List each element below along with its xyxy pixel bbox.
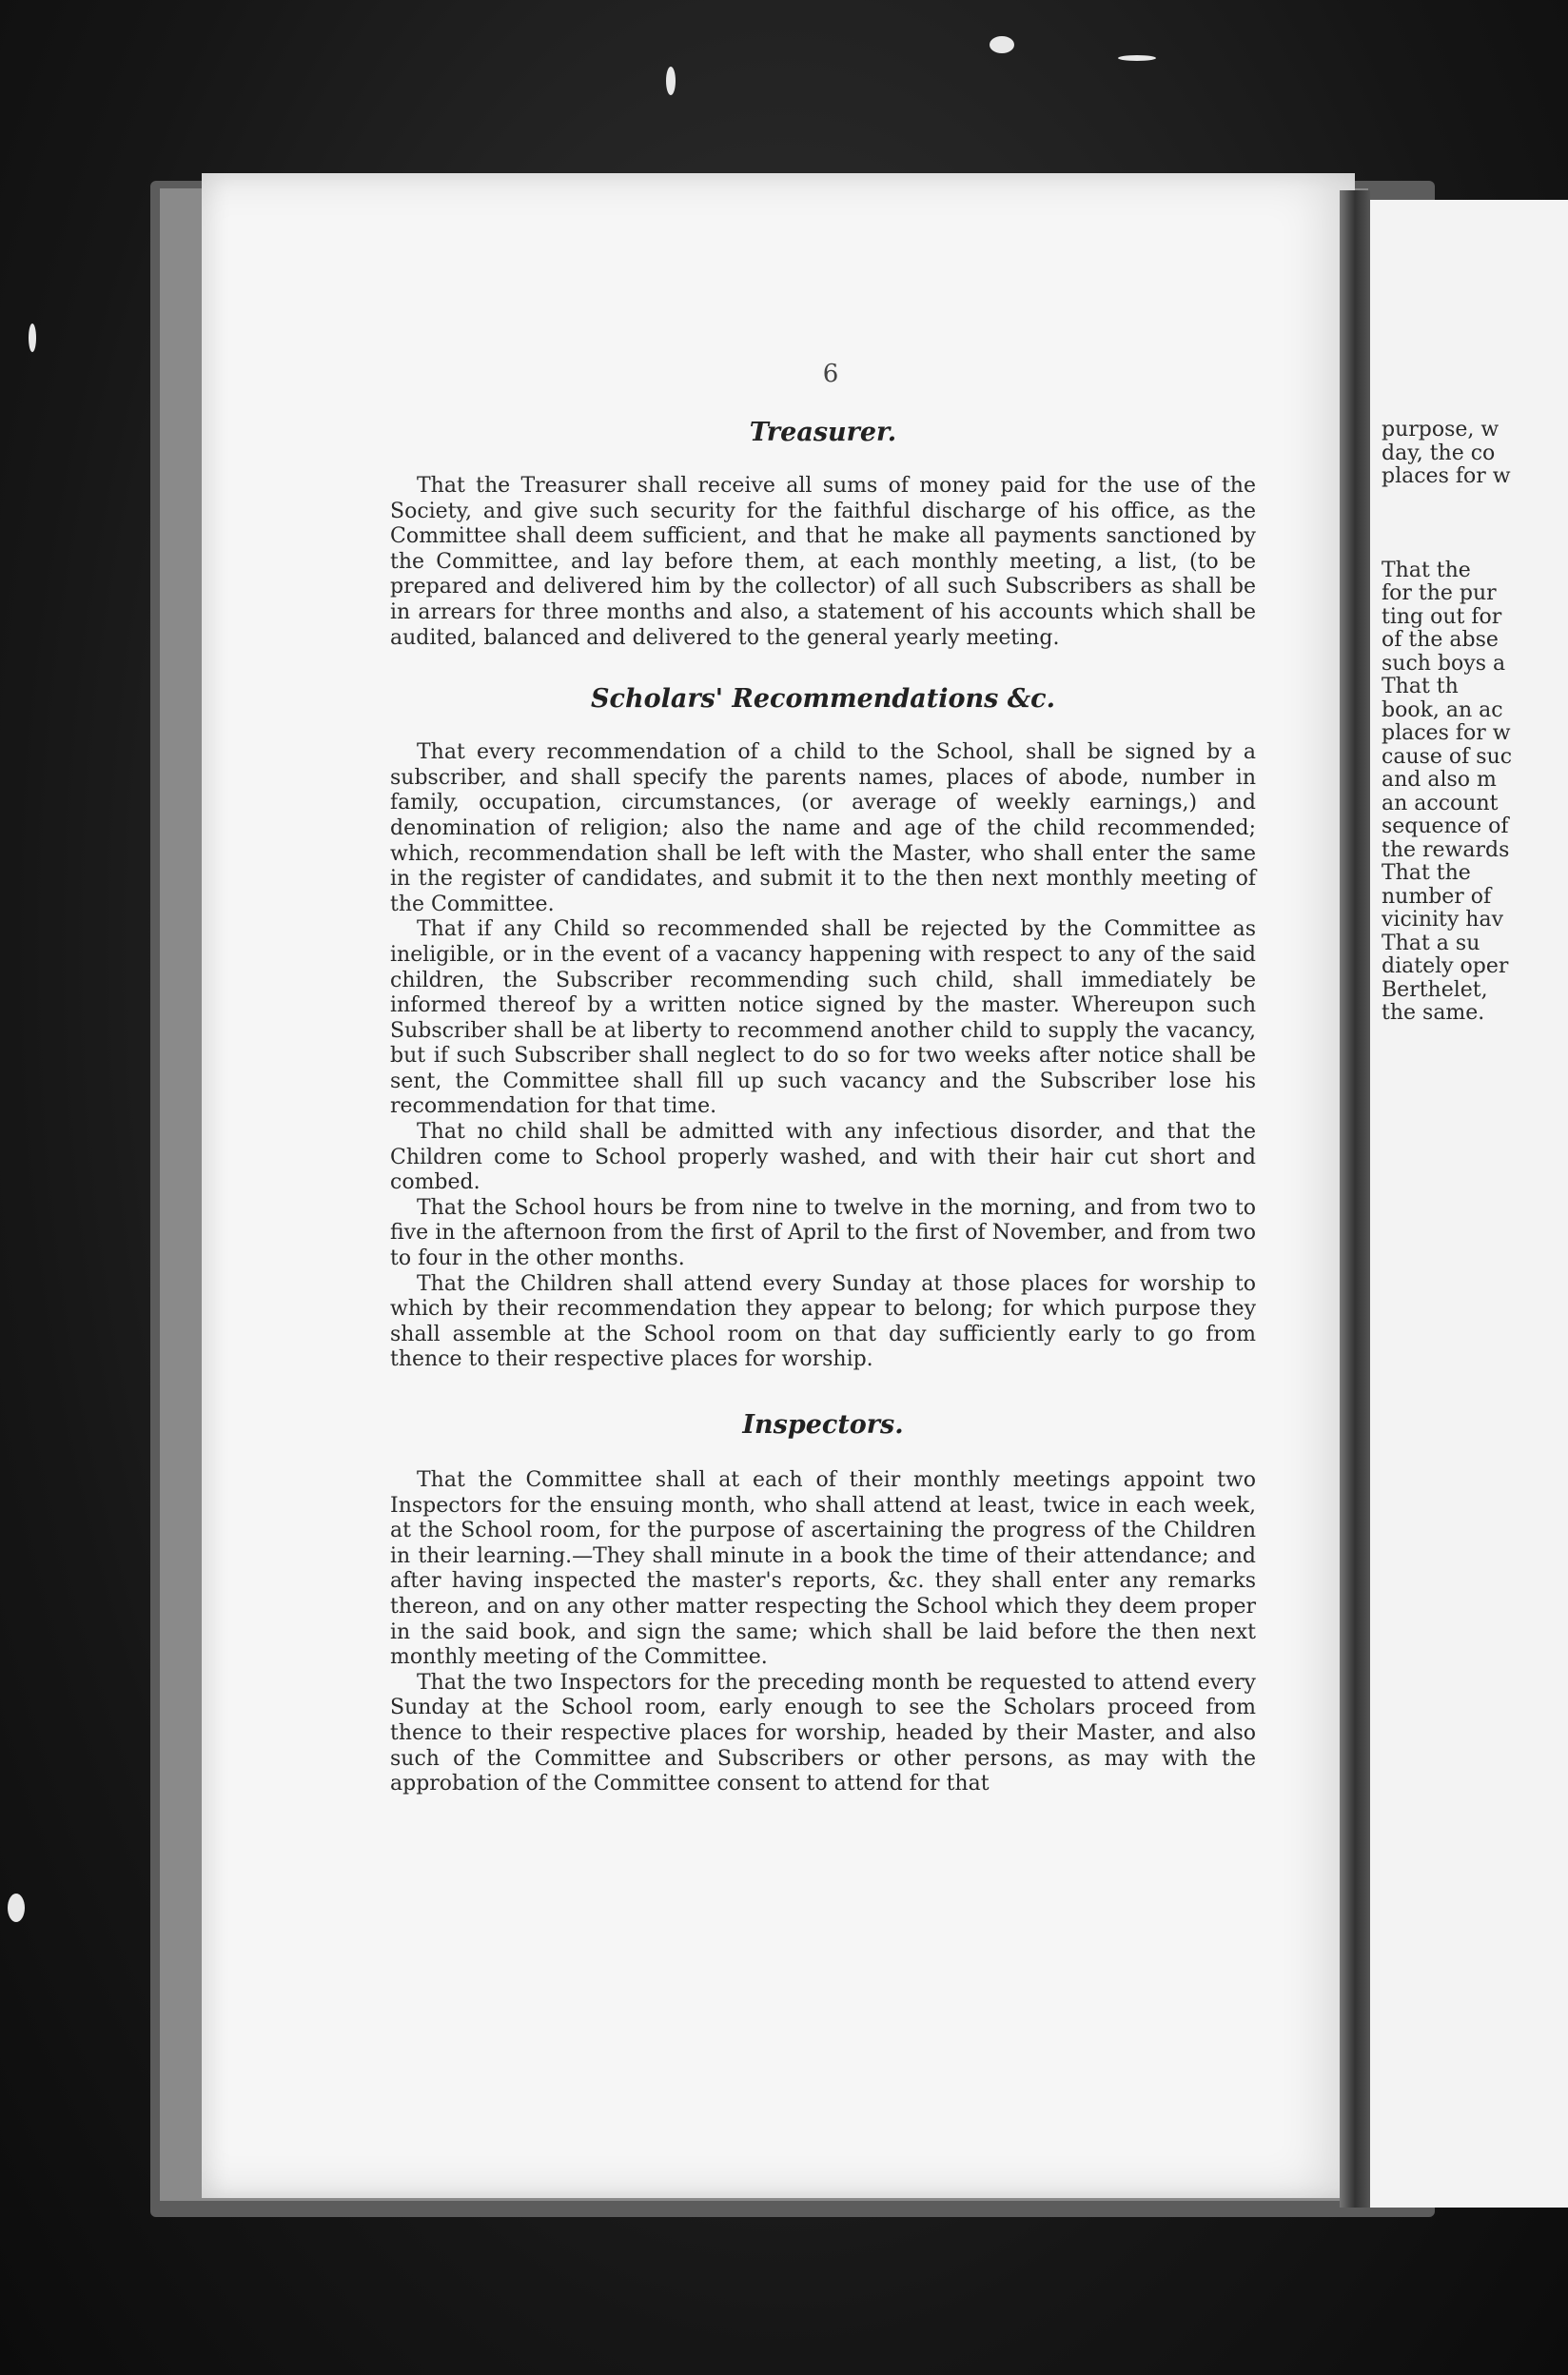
- paragraph: That the Children shall attend every Sunday at those places for worship to which by their recommendation they appear to belong; for which purpose they shall assemble at the School room on that day sufficiently early to go from thence to their respective places for worship.: [390, 1271, 1256, 1372]
- facing-line: of the abse: [1382, 628, 1499, 652]
- facing-line: Berthelet,: [1382, 977, 1488, 1002]
- section-heading-treasurer: Treasurer.: [749, 418, 897, 447]
- facing-line: That the: [1382, 861, 1471, 885]
- facing-line: book, an ac: [1382, 697, 1503, 722]
- facing-line: an account: [1382, 791, 1499, 815]
- paragraph: That no child shall be admitted with any infectious disorder, and that the Children come to School properly washed, and with their hair cut short and combed.: [390, 1120, 1256, 1195]
- paragraph: That the two Inspectors for the preceding month be requested to attend every Sunday at the School room, early enough to see the Scholars proceed from thence to their respective places for worship, headed by their Master, and also such of the Committee and Subscribers or other persons, as may with the approbation of the Committee consent to attend for that: [390, 1670, 1256, 1796]
- facing-line: number of: [1382, 884, 1492, 909]
- scan-speck: [666, 67, 676, 95]
- facing-line: cause of suc: [1382, 744, 1513, 769]
- scan-speck: [1118, 55, 1156, 61]
- facing-line: for the pur: [1382, 581, 1497, 605]
- facing-line: the rewards: [1382, 837, 1510, 862]
- book-gutter: [1340, 190, 1370, 2208]
- facing-line: and also m: [1382, 768, 1497, 792]
- facing-line: That a su: [1382, 931, 1480, 955]
- facing-line: purpose, w: [1382, 418, 1499, 442]
- facing-page: [1370, 200, 1568, 2208]
- facing-line: vicinity hav: [1382, 908, 1504, 932]
- paragraph: That the School hours be from nine to twelve in the morning, and from two to five in the afternoon from the first of April to the first of November, and from two to four in the other months.: [390, 1195, 1256, 1271]
- facing-line: diately oper: [1382, 954, 1509, 978]
- facing-line: sequence of: [1382, 815, 1509, 838]
- facing-line: places for w: [1382, 721, 1511, 745]
- facing-line: That the: [1382, 558, 1471, 582]
- facing-line: such boys a: [1382, 651, 1506, 676]
- facing-gap: [1382, 489, 1568, 559]
- page-text: [390, 419, 1256, 1797]
- page-number: 6: [822, 360, 839, 388]
- facing-line: That th: [1382, 675, 1459, 698]
- scan-speck: [29, 324, 36, 352]
- facing-line: the same.: [1382, 1001, 1485, 1025]
- scan-speck: [990, 36, 1014, 53]
- paragraph: That the Committee shall at each of their monthly meetings appoint two Inspectors for the ensuing month, who shall attend at least, twice in each week, at the School room, for the purpose of ascertaining the progress of the Children in their learning.—They shall minute in a book the time of their attendance; and after having inspected the master's reports, &c. they shall enter any remarks thereon, and on any other matter respecting the School which they deem proper in the said book, and sign the same; which shall be laid before the then next monthly meeting of the Committee.: [390, 1468, 1256, 1670]
- section-heading-inspectors: Inspectors.: [742, 1410, 904, 1440]
- paragraph: That every recommendation of a child to the School, shall be signed by a subscriber, and shall specify the parents names, places of abode, number in family, occupation, circumstances, (or average of weekly earnings,) and denomination of religion; also the name and age of the child recommended; which, recommendation shall be left with the Master, who shall enter the same in the register of candidates, and submit it to the then next monthly meeting of the Committee.: [390, 740, 1256, 916]
- paragraph: That the Treasurer shall receive all sums of money paid for the use of the Society, and give such security for the faithful discharge of his office, as the Committee shall deem sufficient, and that he make all payments sanctioned by the Committee, and lay before them, at each monthly meeting, a list, (to be prepared and delivered him by the collector) of all such Subscribers as shall be in arrears for three months and also, a statement of his accounts which shall be audited, balanced and delivered to the general yearly meeting.: [390, 474, 1256, 650]
- facing-line: ting out for: [1382, 604, 1502, 629]
- facing-page-text: [1382, 419, 1568, 1026]
- facing-line: day, the co: [1382, 441, 1496, 465]
- facing-line: places for w: [1382, 464, 1511, 488]
- scan-speck: [8, 1894, 25, 1922]
- paragraph: That if any Child so recommended shall be rejected by the Committee as ineligible, or in the event of a vacancy happening with respect to any of the said children, the Subscriber recommending such child, shall immediately be informed thereof by a written notice signed by the master. Whereupon such Subscriber shall be at liberty to recommend another child to supply the vacancy, but if such Subscriber shall neglect to do so for two weeks after notice shall be sent, the Committee shall fill up such vacancy and the Subscriber lose his recommendation for that time.: [390, 917, 1256, 1119]
- section-heading-scholars-recommendations: Scholars' Recommendations &c.: [591, 684, 1055, 715]
